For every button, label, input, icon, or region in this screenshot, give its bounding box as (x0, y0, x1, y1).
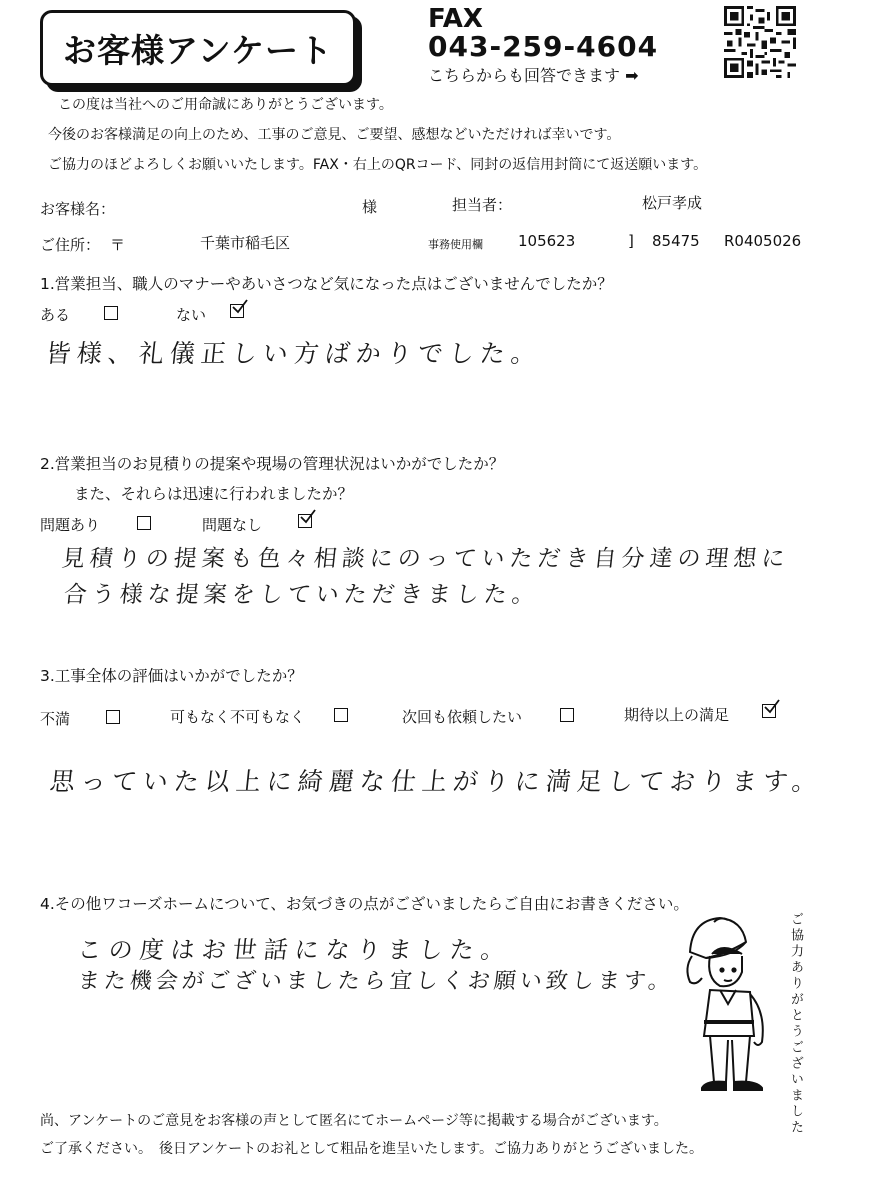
q2-option-noproblem-label: 問題なし (202, 516, 263, 534)
address-value: 千葉市稲毛区 (200, 234, 291, 252)
fax-number: 043-259-4604 (428, 30, 659, 63)
intro-line-1: この度は当社へのご用命誠にありがとうございます。 (58, 97, 393, 113)
survey-title-box (40, 10, 356, 86)
office-use-label: 事務使用欄 (428, 238, 483, 251)
q1-answer: 皆様、礼儀正しい方ばかりでした。 (44, 339, 544, 368)
office-code-3: R0405026 (724, 232, 802, 250)
question-2-sub: また、それらは迅速に行われましたか？ (74, 485, 354, 503)
office-code-1: 105623 (518, 232, 576, 250)
check-mark-icon (231, 298, 249, 316)
q1-option-aru-checkbox[interactable] (104, 306, 118, 320)
q3-option-neutral-checkbox[interactable] (334, 708, 348, 722)
vertical-thanks: ご協力ありがとうございました (788, 912, 803, 1136)
address-label: ご住所： (40, 236, 101, 254)
customer-name-label: お客様名： (40, 200, 116, 218)
question-4: 4.その他ワコーズホームについて、お気づきの点がございましたらご自由にお書きください。 (40, 895, 689, 913)
intro-line-2: 今後のお客様満足の向上のため、工事のご意見、ご要望、感想などいただければ幸いです。 (48, 127, 621, 143)
intro-line-3: ご協力のほどよろしくお願いいたします。FAX・右上のQRコード、同封の返信用封筒にて返送願います。 (48, 157, 708, 173)
q3-option-neutral-label: 可もなく不可もなく (170, 708, 306, 726)
q3-option-repeat-label: 次回も依頼したい (402, 708, 523, 726)
question-2: 2.営業担当のお見積りの提案や現場の管理状況はいかがでしたか？ (40, 455, 505, 473)
q2-answer-line-1: 見積りの提案も色々相談にのっていただき自分達の理想に (60, 546, 791, 572)
staff-name: 松戸孝成 (642, 194, 703, 212)
qr-note: こちらからも回答できます ➡ (428, 66, 639, 85)
office-code-2: 85475 (652, 232, 700, 250)
q1-option-aru-label: ある (40, 306, 71, 324)
footer-line-2: ご了承ください。 後日アンケートのお礼として粗品を進呈いたします。ご協力ありがとうございました。 (40, 1141, 704, 1157)
q2-option-problem-label: 問題あり (40, 516, 101, 534)
question-3: 3.工事全体の評価はいかがでしたか？ (40, 667, 303, 685)
question-1: 1.営業担当、職人のマナーやあいさつなど気になった点はございませんでしたか？ (40, 275, 613, 293)
qr-code-icon[interactable] (722, 6, 798, 78)
q3-answer: 思っていた以上に綺麗な仕上がりに満足しております。 (48, 767, 825, 796)
staff-label: 担当者： (452, 196, 513, 214)
check-mark-icon (763, 698, 781, 716)
office-bracket: ] (628, 232, 634, 250)
footer-line-1: 尚、アンケートのご意見をお客様の声として匿名にてホームページ等に掲載する場合がございます。 (40, 1113, 668, 1129)
q2-answer-line-2: 合う様な提案をしていただきました。 (62, 582, 542, 608)
q4-answer-line-2: また機会がございましたら宜しくお願い致します。 (76, 969, 676, 994)
survey-title: お客様アンケート (62, 30, 334, 70)
q3-option-exceeded-label: 期待以上の満足 (624, 706, 730, 724)
postal-mark: 〒 (110, 236, 126, 254)
bowing-worker-illustration (676, 912, 780, 1104)
q1-option-nai-label: ない (176, 306, 207, 324)
honorific: 様 (362, 198, 378, 216)
q3-option-repeat-checkbox[interactable] (560, 708, 574, 722)
check-mark-icon (299, 508, 317, 526)
q3-option-dissatisfied-label: 不満 (40, 710, 71, 728)
q3-option-dissatisfied-checkbox[interactable] (106, 710, 120, 724)
fax-label: FAX (428, 4, 483, 34)
q2-option-problem-checkbox[interactable] (137, 516, 151, 530)
q4-answer-line-1: この度はお世話になりました。 (76, 936, 514, 964)
